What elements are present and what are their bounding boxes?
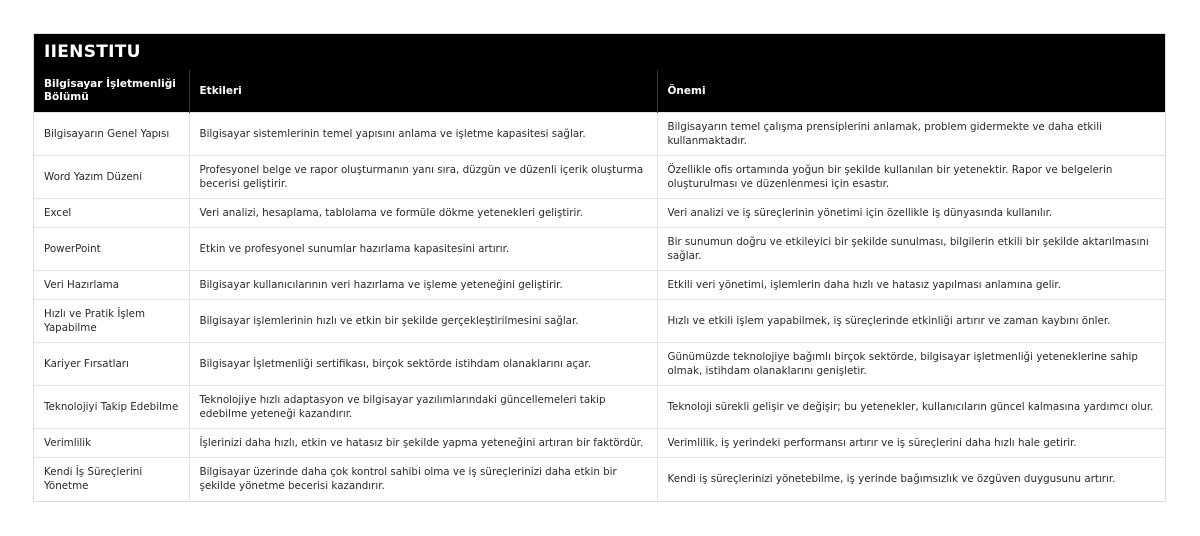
- table-row: [34, 429, 1165, 458]
- column-header-section: Bilgisayar İşletmenliği Bölümü: [34, 70, 189, 113]
- brand-header: [34, 34, 1165, 70]
- cell-effects: Etkin ve profesyonel sunumlar hazırlama kapasitesini artırır.: [189, 228, 657, 271]
- table-row: [34, 386, 1165, 429]
- cell-section: Excel: [34, 199, 189, 228]
- cell-section: Teknolojiyi Takip Edebilme: [34, 386, 189, 429]
- table-row: [34, 199, 1165, 228]
- column-header-importance: Önemi: [657, 70, 1165, 113]
- cell-importance: Verimlilik, iş yerindeki performansı artırır ve iş süreçlerini daha hızlı hale getirir.: [657, 429, 1165, 458]
- cell-importance: Hızlı ve etkili işlem yapabilmek, iş süreçlerinde etkinliği artırır ve zaman kaybını önler.: [657, 300, 1165, 343]
- cell-section: PowerPoint: [34, 228, 189, 271]
- cell-section: Veri Hazırlama: [34, 271, 189, 300]
- cell-effects: Bilgisayar İşletmenliği sertifikası, birçok sektörde istihdam olanaklarını açar.: [189, 343, 657, 386]
- table-row: [34, 458, 1165, 501]
- cell-importance: Bir sunumun doğru ve etkileyici bir şekilde sunulması, bilgilerin etkili bir şekilde aktarılmasını sağlar.: [657, 228, 1165, 271]
- cell-section: Kariyer Fırsatları: [34, 343, 189, 386]
- table-row: [34, 113, 1165, 156]
- cell-effects: Bilgisayar işlemlerinin hızlı ve etkin bir şekilde gerçekleştirilmesini sağlar.: [189, 300, 657, 343]
- cell-effects: Bilgisayar sistemlerinin temel yapısını anlama ve işletme kapasitesi sağlar.: [189, 113, 657, 156]
- cell-importance: Kendi iş süreçlerinizi yönetebilme, iş yerinde bağımsızlık ve özgüven duygusunu artırır.: [657, 458, 1165, 501]
- cell-importance: Etkili veri yönetimi, işlemlerin daha hızlı ve hatasız yapılması anlamına gelir.: [657, 271, 1165, 300]
- cell-importance: Özellikle ofis ortamında yoğun bir şekilde kullanılan bir yetenektir. Rapor ve belgelerin oluşturulması ve düzenlenmesi için esastır.: [657, 156, 1165, 199]
- table-row: [34, 300, 1165, 343]
- cell-effects: Profesyonel belge ve rapor oluşturmanın yanı sıra, düzgün ve düzenli içerik oluşturma becerisi geliştirir.: [189, 156, 657, 199]
- cell-importance: Günümüzde teknolojiye bağımlı birçok sektörde, bilgisayar işletmenliği yeteneklerine sahip olmak, istihdam olanaklarını genişletir.: [657, 343, 1165, 386]
- brand-logo-text: IIENSTITU: [44, 42, 141, 62]
- table-row: [34, 156, 1165, 199]
- cell-section: Hızlı ve Pratik İşlem Yapabilme: [34, 300, 189, 343]
- table-row: [34, 271, 1165, 300]
- cell-section: Bilgisayarın Genel Yapısı: [34, 113, 189, 156]
- table-row: [34, 343, 1165, 386]
- info-table: [34, 70, 1165, 501]
- column-header-effects: Etkileri: [189, 70, 657, 113]
- cell-effects: İşlerinizi daha hızlı, etkin ve hatasız bir şekilde yapma yeteneğini artıran bir faktördür.: [189, 429, 657, 458]
- cell-effects: Bilgisayar üzerinde daha çok kontrol sahibi olma ve iş süreçlerinizi daha etkin bir şekilde yönetme becerisi kazandırır.: [189, 458, 657, 501]
- cell-effects: Bilgisayar kullanıcılarının veri hazırlama ve işleme yeteneğini geliştirir.: [189, 271, 657, 300]
- cell-importance: Bilgisayarın temel çalışma prensiplerini anlamak, problem gidermekte ve daha etkili kullanmaktadır.: [657, 113, 1165, 156]
- content-table-card: [33, 33, 1166, 502]
- cell-importance: Teknoloji sürekli gelişir ve değişir; bu yetenekler, kullanıcıların güncel kalmasına yardımcı olur.: [657, 386, 1165, 429]
- cell-effects: Teknolojiye hızlı adaptasyon ve bilgisayar yazılımlarındaki güncellemeleri takip edebilme yeteneği kazandırır.: [189, 386, 657, 429]
- cell-section: Kendi İş Süreçlerini Yönetme: [34, 458, 189, 501]
- table-header-row: [34, 70, 1165, 113]
- table-row: [34, 228, 1165, 271]
- cell-effects: Veri analizi, hesaplama, tablolama ve formüle dökme yetenekleri geliştirir.: [189, 199, 657, 228]
- cell-section: Word Yazım Düzeni: [34, 156, 189, 199]
- cell-importance: Veri analizi ve iş süreçlerinin yönetimi için özellikle iş dünyasında kullanılır.: [657, 199, 1165, 228]
- cell-section: Verimlilik: [34, 429, 189, 458]
